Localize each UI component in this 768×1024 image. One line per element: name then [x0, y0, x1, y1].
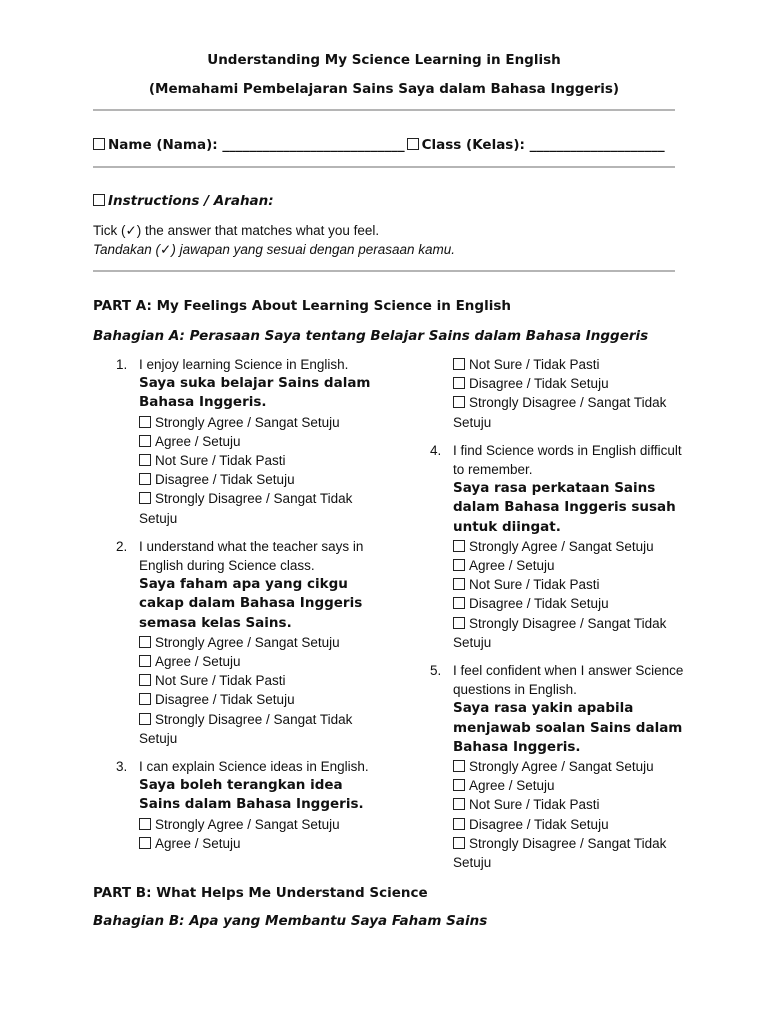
question-2: [93, 537, 383, 748]
class-field[interactable]: Class (Kelas): ____________________: [421, 137, 665, 153]
class-field-icon: [407, 138, 419, 150]
option-checkbox[interactable]: Strongly Agree / Sangat Setuju: [453, 757, 687, 776]
checkbox-icon: [453, 760, 465, 772]
instructions-english: Tick (✓) the answer that matches what you feel.: [93, 223, 380, 238]
question-text-en: I find Science words in English difficult to remember.: [453, 442, 682, 478]
question-number: 2.: [116, 538, 128, 554]
checkbox-icon: [453, 358, 465, 370]
question-text-en: I can explain Science ideas in English.: [139, 759, 369, 775]
option-checkbox[interactable]: Disagree / Tidak Setuju: [453, 815, 687, 834]
question-number: 4.: [430, 442, 442, 458]
checkbox-icon: [139, 636, 151, 648]
instructions-icon: [93, 194, 105, 206]
instructions-heading-row: [93, 193, 274, 209]
option-checkbox[interactable]: Strongly Disagree / Sangat Tidak Setuju: [139, 711, 353, 746]
checkbox-icon: [139, 713, 151, 725]
checkbox-icon: [453, 818, 465, 830]
checkbox-icon: [453, 798, 465, 810]
question-text-ms: Saya rasa perkataan Sains dalam Bahasa Inggeris susah untuk diingat.: [453, 480, 676, 535]
divider: [93, 166, 675, 168]
option-checkbox[interactable]: Disagree / Tidak Setuju: [139, 470, 383, 489]
option-checkbox[interactable]: Disagree / Tidak Setuju: [453, 594, 687, 613]
checkbox-icon: [139, 435, 151, 447]
option-checkbox[interactable]: Strongly Agree / Sangat Setuju: [453, 537, 687, 556]
instructions-heading: Instructions / Arahan:: [108, 193, 274, 209]
checkbox-icon: [139, 837, 151, 849]
checkbox-icon: [453, 779, 465, 791]
option-checkbox[interactable]: Strongly Disagree / Sangat Tidak Setuju: [453, 615, 667, 650]
option-checkbox[interactable]: Not Sure / Tidak Pasti: [453, 795, 687, 814]
checkbox-icon: [453, 837, 465, 849]
checkbox-icon: [453, 559, 465, 571]
checkbox-icon: [453, 617, 465, 629]
name-field-icon: [93, 138, 105, 150]
checkbox-icon: [139, 473, 151, 485]
option-checkbox[interactable]: Strongly Disagree / Sangat Tidak Setuju: [139, 491, 353, 526]
part-a-subheading: Bahagian A: Perasaan Saya tentang Belajar Sains dalam Bahasa Inggeris: [93, 328, 649, 344]
checkbox-icon: [139, 416, 151, 428]
option-checkbox[interactable]: Strongly Agree / Sangat Setuju: [139, 413, 383, 432]
question-text-en: I enjoy learning Science in English.: [139, 357, 349, 372]
question-text-ms: Saya suka belajar Sains dalam Bahasa Inggeris.: [139, 375, 371, 411]
checkbox-icon: [139, 693, 151, 705]
question-3: [93, 757, 383, 853]
option-checkbox[interactable]: Strongly Agree / Sangat Setuju: [139, 633, 383, 652]
divider: [93, 109, 675, 111]
question-3-continued: [407, 355, 687, 432]
checkbox-icon: [139, 454, 151, 466]
checkbox-icon: [139, 655, 151, 667]
question-text-ms: Saya faham apa yang cikgu cakap dalam Bahasa Inggeris semasa kelas Sains.: [139, 576, 363, 631]
option-checkbox[interactable]: Not Sure / Tidak Pasti: [453, 355, 687, 374]
title-english: Understanding My Science Learning in English: [207, 52, 561, 68]
checkbox-icon: [453, 578, 465, 590]
question-text-en: I feel confident when I answer Science questions in English.: [453, 663, 684, 698]
option-checkbox[interactable]: Not Sure / Tidak Pasti: [139, 671, 383, 690]
option-checkbox[interactable]: Not Sure / Tidak Pasti: [453, 575, 687, 594]
option-checkbox[interactable]: Agree / Setuju: [139, 834, 383, 853]
checkbox-icon: [453, 396, 465, 408]
question-text-en: I understand what the teacher says in English during Science class.: [139, 538, 364, 574]
checkbox-icon: [453, 540, 465, 552]
question-1: [93, 355, 383, 528]
questions-right-column: [407, 355, 687, 881]
checkbox-icon: [139, 492, 151, 504]
option-checkbox[interactable]: Disagree / Tidak Setuju: [453, 374, 687, 393]
checkbox-icon: [453, 597, 465, 609]
checkbox-icon: [139, 818, 151, 830]
option-checkbox[interactable]: Agree / Setuju: [453, 776, 687, 795]
student-info-row: [93, 137, 665, 153]
question-number: 1.: [116, 357, 128, 372]
question-4: [407, 441, 687, 652]
part-b-subheading: Bahagian B: Apa yang Membantu Saya Faham Sains: [93, 913, 488, 929]
option-checkbox[interactable]: Strongly Disagree / Sangat Tidak Setuju: [453, 395, 667, 430]
question-number: 5.: [430, 663, 442, 679]
part-a-heading: PART A: My Feelings About Learning Science in English: [93, 298, 511, 314]
option-checkbox[interactable]: Agree / Setuju: [139, 652, 383, 671]
checkbox-icon: [453, 377, 465, 389]
option-checkbox[interactable]: Strongly Agree / Sangat Setuju: [139, 815, 383, 834]
name-field[interactable]: Name (Nama): ___________________________: [108, 137, 405, 153]
option-checkbox[interactable]: Strongly Disagree / Sangat Tidak Setuju: [453, 835, 667, 871]
instructions-malay: Tandakan (✓) jawapan yang sesuai dengan perasaan kamu.: [93, 242, 456, 257]
checkbox-icon: [139, 674, 151, 686]
question-text-ms: Saya boleh terangkan idea Sains dalam Bahasa Inggeris.: [139, 777, 364, 813]
question-number: 3.: [116, 759, 128, 775]
part-b-heading: PART B: What Helps Me Understand Science: [93, 885, 428, 901]
question-text-ms: Saya rasa yakin apabila menjawab soalan Sains dalam Bahasa Inggeris.: [453, 700, 683, 755]
option-checkbox[interactable]: Agree / Setuju: [139, 432, 383, 451]
title-malay: (Memahami Pembelajaran Sains Saya dalam Bahasa Inggeris): [148, 81, 620, 97]
divider: [93, 270, 675, 272]
option-checkbox[interactable]: Not Sure / Tidak Pasti: [139, 451, 383, 470]
option-checkbox[interactable]: Agree / Setuju: [453, 556, 687, 575]
option-checkbox[interactable]: Disagree / Tidak Setuju: [139, 690, 383, 709]
questions-left-column: [93, 355, 383, 862]
question-5: [407, 661, 687, 872]
